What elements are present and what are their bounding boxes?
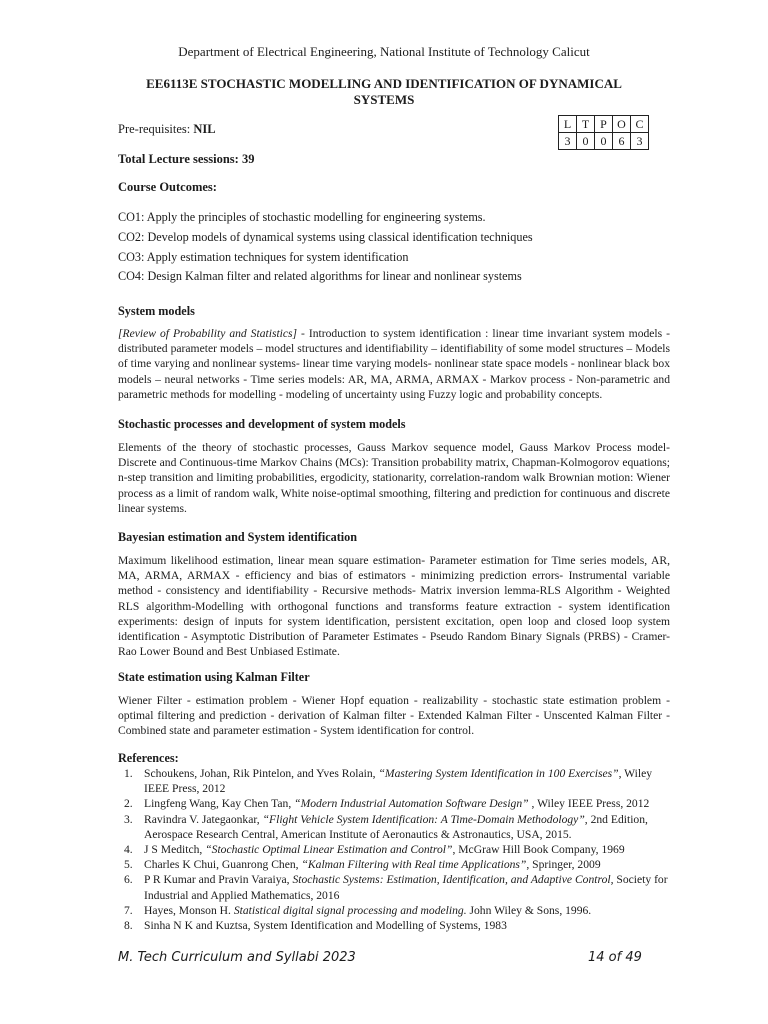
reference-text: John Wiley & Sons, 1996.	[466, 903, 592, 917]
reference-text: Sinha N K and Kuztsa, System Identification and Modelling of Systems, 1983	[144, 919, 507, 933]
section-body	[118, 326, 670, 402]
reference-number: 8.	[124, 919, 133, 933]
footer-page-number: 14 of 49	[588, 950, 642, 965]
section-heading: System models	[118, 304, 195, 318]
reference-item	[118, 812, 674, 842]
reference-item	[118, 918, 674, 933]
course-outcomes-heading: Course Outcomes:	[118, 180, 217, 194]
reference-number: 5.	[124, 858, 133, 872]
ltpoc-value-row	[559, 133, 649, 150]
ltpoc-head: P	[595, 116, 613, 133]
section-heading: State estimation using Kalman Filter	[118, 670, 310, 684]
reference-text: Schoukens, Johan, Rik Pintelon, and Yves Rolain,	[144, 767, 379, 780]
reference-item	[118, 842, 674, 857]
ltpoc-value: 6	[613, 133, 631, 150]
ltpoc-value: 0	[595, 133, 613, 150]
course-outcome-item: CO4: Design Kalman filter and related algorithms for linear and nonlinear systems	[118, 269, 522, 283]
reference-text: , McGraw Hill Book Company, 1969	[452, 843, 625, 857]
reference-item	[118, 857, 674, 872]
department-header: Department of Electrical Engineering, National Institute of Technology Calicut	[178, 44, 590, 59]
ltpoc-value: 3	[631, 133, 649, 150]
reference-item	[118, 766, 674, 796]
reference-item	[118, 796, 674, 811]
ltpoc-head: O	[613, 116, 631, 133]
total-lecture-sessions: Total Lecture sessions: 39	[118, 152, 255, 166]
section-text: - Introduction to system identification : linear time invariant system models - distributed parameter models – model structures and identifiability – identifiability of some model structures – Models of time varying and nonlinear systems- linear time varying models- nonlinear state space models - nonlinear black box models – neural networks - Time series models: AR, MA, ARMA, ARMAX - Markov process - Non-parametric and parametric methods for modelling - modeling of uncertainty using Fuzzy logic and probability concepts.	[118, 327, 670, 401]
reference-number: 2.	[124, 797, 133, 811]
ltpoc-value: 0	[577, 133, 595, 150]
section-body: Wiener Filter - estimation problem - Wiener Hopf equation - realizability - stochastic state estimation problem - optimal filtering and prediction - derivation of Kalman filter - Extended Kalman Filter - Unscented Kalman Filter - Combined state and parameter estimation - System identification for control.	[118, 694, 670, 738]
footer-curriculum: M. Tech Curriculum and Syllabi 2023	[118, 950, 356, 965]
section-body: Elements of the theory of stochastic processes, Gauss Markov sequence model, Gauss Markov Process model- Discrete and Continuous-time Markov Chains (MCs): Transition probability matrix, Chapman-Kolmogorov equations; n-step transition and limiting probabilities, ergodicity, stationarity, correlation-random walk Brownian motion: Wiener process as a limit of random walk, White noise-optimal smoothing, filtering and prediction for continuous and discrete linear systems.	[118, 441, 670, 515]
reference-text: , Wiley IEEE Press, 2012	[528, 797, 650, 811]
reference-title: “Modern Industrial Automation Software Design”	[294, 797, 529, 811]
reference-number: 7.	[124, 903, 133, 917]
reference-item	[118, 872, 674, 902]
reference-title: “Kalman Filtering with Real time Applications”	[301, 858, 527, 872]
reference-item	[118, 903, 674, 918]
prereq-value: NIL	[193, 122, 216, 136]
section-body: Maximum likelihood estimation, linear mean square estimation- Parameter estimation for Time series models, AR, MA, ARMA, ARMAX - efficiency and bias of estimators - minimizing prediction errors- Instrumental variable method - consistency and identifiability - Recursive methods- Matrix inversion lemma-RLS Algorithm - Weighted RLS algorithm-Modelling with orthogonal functions and transforms feature extraction - system identification experiments: design of inputs for system identification, persistent excitation, open loop and closed loop system identification - Asymptotic Distribution of Parameter Estimates - Pseudo Random Binary Signals (PRBS) - Cramer-Rao Lower Bound and Best Unbiased Estimate.	[118, 554, 670, 659]
course-title: EE6113E STOCHASTIC MODELLING AND IDENTIFICATION OF DYNAMICAL SYSTEMS	[146, 76, 622, 107]
reference-text: , Wiley IEEE Press, 2012	[144, 767, 653, 796]
ltpoc-value: 3	[559, 133, 577, 150]
reference-number: 4.	[124, 843, 133, 857]
references-list	[118, 766, 674, 933]
ltpoc-head: L	[559, 116, 577, 133]
course-outcome-item: CO1: Apply the principles of stochastic modelling for engineering systems.	[118, 210, 486, 224]
reference-title: Statistical digital signal processing and modeling.	[233, 903, 467, 917]
reference-number: 1.	[124, 767, 133, 780]
reference-text: , 2nd Edition, Aerospace Research Central, American Institute of Aeronautics & Astronautics, USA, 2015.	[144, 812, 648, 841]
references-heading: References:	[118, 751, 179, 765]
reference-title: Stochastic Systems: Estimation, Identification, and Adaptive Control,	[292, 873, 614, 887]
reference-number: 3.	[124, 812, 133, 826]
ltpoc-head-row	[559, 116, 649, 133]
reference-number: 6.	[124, 873, 133, 887]
reference-title: “Flight Vehicle System Identification: A Time-Domain Methodology”	[262, 812, 585, 826]
reference-title: “Stochastic Optimal Linear Estimation and Control”	[205, 843, 453, 857]
course-outcome-item: CO2: Develop models of dynamical systems using classical identification techniques	[118, 230, 533, 244]
reference-text: Hayes, Monson H.	[144, 903, 234, 917]
ltpoc-head: C	[631, 116, 649, 133]
section-heading: Stochastic processes and development of system models	[118, 417, 406, 431]
ltpoc-table	[558, 115, 649, 150]
ltpoc-head: T	[577, 116, 595, 133]
reference-text: J S Meditch,	[144, 843, 206, 857]
reference-text: , Springer, 2009	[526, 858, 601, 872]
reference-text: Lingfeng Wang, Kay Chen Tan,	[144, 797, 295, 811]
reference-title: “Mastering System Identification in 100 Exercises”	[378, 767, 619, 780]
section-intro: [Review of Probability and Statistics]	[118, 327, 298, 340]
reference-text: Society for Industrial and Applied Mathematics, 2016	[144, 873, 668, 902]
reference-text: P R Kumar and Pravin Varaiya,	[144, 873, 293, 887]
prereq-label: Pre-requisites:	[118, 122, 194, 136]
reference-text: Ravindra V. Jategaonkar,	[144, 812, 263, 826]
course-outcome-item: CO3: Apply estimation techniques for system identification	[118, 250, 409, 264]
reference-text: Charles K Chui, Guanrong Chen,	[144, 858, 302, 872]
section-heading: Bayesian estimation and System identification	[118, 530, 358, 544]
prerequisites	[118, 122, 216, 137]
